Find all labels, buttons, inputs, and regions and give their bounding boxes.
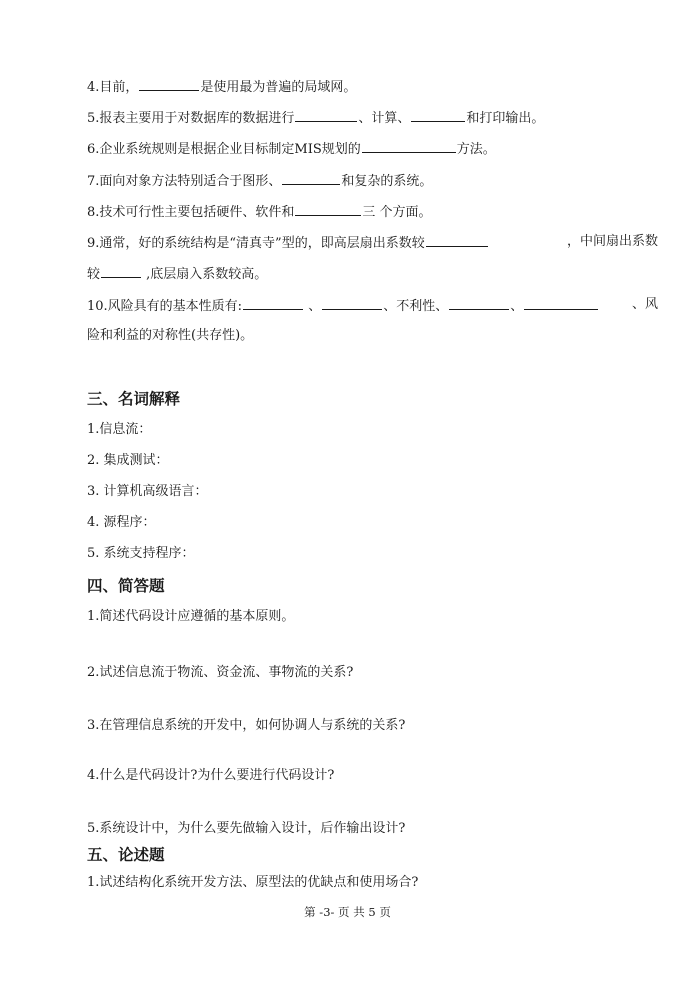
q10-blank-1[interactable] bbox=[243, 296, 303, 310]
question-8 bbox=[87, 202, 432, 222]
q10-blank-3[interactable] bbox=[449, 296, 509, 310]
section-3-item: 3. 计算机高级语言： bbox=[87, 484, 208, 499]
q5-blank-1[interactable] bbox=[295, 108, 357, 122]
q9-text-3: 较 bbox=[87, 267, 101, 282]
section-5-item: 1.试述结构化系统开发方法、原型法的优缺点和使用场合? bbox=[87, 875, 419, 890]
question-6 bbox=[87, 139, 496, 159]
section-4-item: 4.什么是代码设计?为什么要进行代码设计? bbox=[87, 768, 335, 783]
q9-text-4: ,底层扇入系数较高。 bbox=[142, 267, 268, 282]
q9-blank-2[interactable] bbox=[101, 264, 141, 278]
q9-text-1: 9.通常，好的系统结构是“清真寺”型的，即高层扇出系数较 bbox=[87, 236, 425, 251]
section-4-item: 3.在管理信息系统的开发中，如何协调人与系统的关系? bbox=[87, 718, 406, 733]
page-footer: 第 -3- 页 共 5 页 bbox=[304, 905, 391, 919]
q5-blank-2[interactable] bbox=[411, 108, 465, 122]
q5-text-2: 、计算、 bbox=[358, 111, 411, 126]
section-3-item: 4. 源程序： bbox=[87, 515, 156, 530]
q5-text-3: 和打印输出。 bbox=[466, 111, 545, 126]
q5-text-1: 5.报表主要用于对数据库的数据进行 bbox=[87, 111, 295, 126]
question-10-line-2 bbox=[87, 327, 253, 345]
section-3-item: 2. 集成测试： bbox=[87, 453, 169, 468]
q4-text-1: 4.目前， bbox=[87, 80, 139, 95]
q8-text-1: 8.技术可行性主要包括硬件、软件和 bbox=[87, 205, 295, 220]
q7-text-1: 7.面向对象方法特别适合于图形、 bbox=[87, 174, 282, 189]
q10-text-2: 、 bbox=[304, 299, 322, 314]
section-5-title: 五、论述题 bbox=[87, 846, 165, 864]
question-5 bbox=[87, 108, 544, 128]
q8-text-2: 三 个方面。 bbox=[362, 205, 432, 220]
q6-text-2: 方法。 bbox=[456, 142, 496, 157]
q6-text-1: 6.企业系统规则是根据企业目标制定MIS规划的 bbox=[87, 142, 361, 157]
q10-blank-2[interactable] bbox=[322, 296, 382, 310]
q4-text-2: 是使用最为普遍的局域网。 bbox=[200, 80, 357, 95]
section-4-item: 2.试述信息流于物流、资金流、事物流的关系? bbox=[87, 665, 354, 680]
q7-text-2: 和复杂的系统。 bbox=[341, 174, 433, 189]
question-9-line-2 bbox=[87, 264, 267, 284]
section-3-title: 三、名词解释 bbox=[87, 390, 181, 408]
q10-text-4: 、 bbox=[510, 299, 524, 314]
question-9-line-1 bbox=[87, 233, 658, 253]
q4-blank-1[interactable] bbox=[139, 77, 199, 91]
q10-blank-4[interactable] bbox=[524, 296, 598, 310]
section-4-item: 1.简述代码设计应遵循的基本原则。 bbox=[87, 609, 295, 624]
q6-blank-1[interactable] bbox=[362, 139, 456, 153]
q10-text-1: 10.风险具有的基本性质有: bbox=[87, 299, 243, 314]
question-10-line-1 bbox=[87, 296, 658, 316]
question-4 bbox=[87, 77, 356, 97]
q8-blank-1[interactable] bbox=[295, 202, 361, 216]
q10-text-6: 险和利益的对称性(共存性)。 bbox=[87, 328, 254, 343]
q10-text-3: 、不利性、 bbox=[383, 299, 449, 314]
section-4-title: 四、简答题 bbox=[87, 577, 165, 595]
q9-text-2: ，中间扇出系数 bbox=[566, 234, 658, 249]
q10-text-5: 、风 bbox=[631, 297, 658, 312]
section-3-item: 5. 系统支持程序： bbox=[87, 546, 195, 561]
section-4-item: 5.系统设计中，为什么要先做输入设计，后作输出设计? bbox=[87, 821, 406, 836]
q7-blank-1[interactable] bbox=[282, 171, 340, 185]
section-3-item: 1.信息流： bbox=[87, 422, 152, 437]
q9-blank-1[interactable] bbox=[426, 233, 488, 247]
question-7 bbox=[87, 171, 432, 191]
